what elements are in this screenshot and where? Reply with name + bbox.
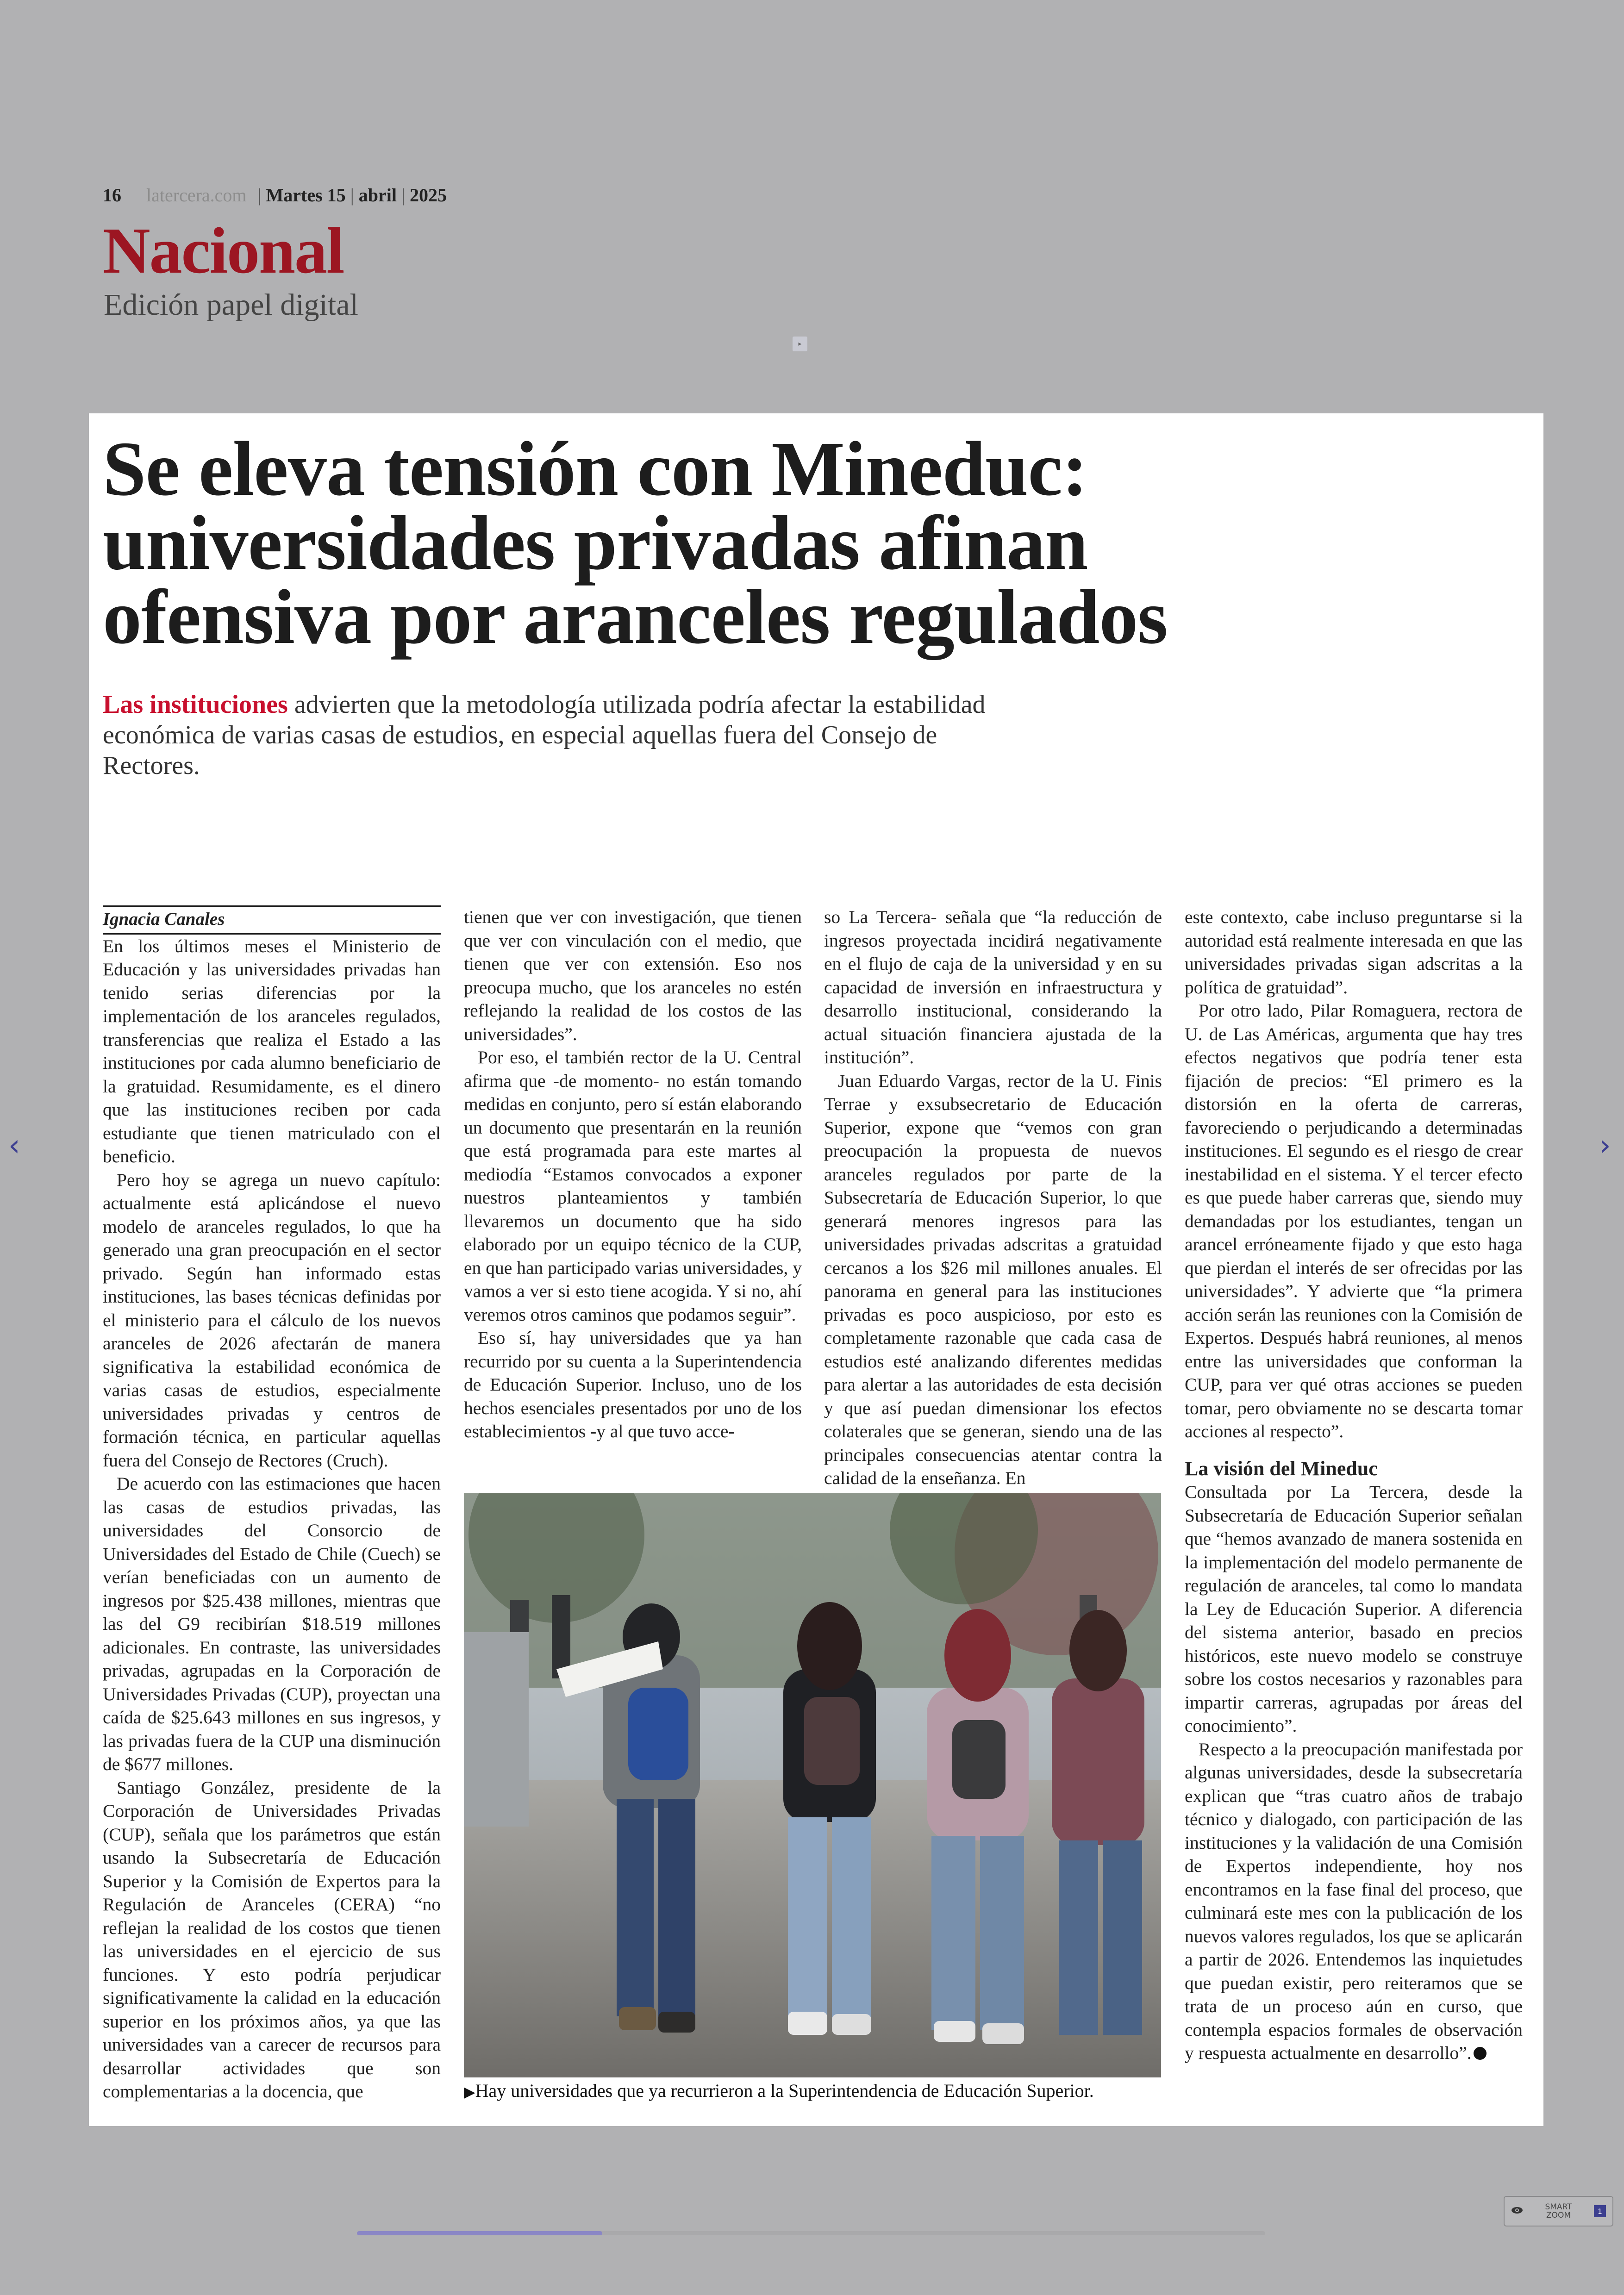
date-year: 2025	[409, 185, 447, 206]
paragraph: tienen que ver con investigación, que tienen que ver con vinculación con el medio, que tienen que ver con extensión. Eso nos preocupa mucho, que los aranceles no estén reflejando la realidad de los costos de las universidades”.	[464, 907, 802, 1044]
paragraph: De acuerdo con las estimaciones que hacen las casas de estudios privadas, las universidades del Consorcio de Universidades del Estado de Chile (Cuech) se verían beneficiadas con un aumento de ingresos por $25.438 millones, mientras que las del G9 recibirían $18.519 millones adicionales. En contraste, las universidades privadas, agrupadas en la Corporación de Universidades Privadas (CUP), proyectan una caída de $25.643 millones en sus ingresos, y las privadas fuera de la CUP una disminución de $677 millones.	[103, 1473, 441, 1774]
date-month: abril	[358, 185, 397, 206]
site-name[interactable]: latercera.com	[146, 185, 247, 206]
headline-line: Se eleva tensión con Mineduc:	[103, 426, 1087, 512]
subhead: La visión del Mineduc	[1185, 1457, 1378, 1480]
edition-label: Edición papel digital	[104, 288, 358, 322]
next-page-chevron-right-icon[interactable]: ›	[1599, 1129, 1611, 1163]
students-walking-illustration	[464, 1493, 1161, 2077]
column-4	[1185, 905, 1523, 2065]
caption-text: Hay universidades que ya recurrieron a la Superintendencia de Educación Superior.	[475, 2080, 1094, 2101]
headline-line: universidades privadas afinan	[103, 500, 1088, 586]
paragraph: este contexto, cabe incluso preguntarse si la autoridad está realmente interesada en que las universidades privadas sigan adscritas a la política de gratuidad”.	[1185, 907, 1523, 998]
prev-page-chevron-left-icon[interactable]: ‹	[8, 1129, 20, 1163]
page-progress-fill	[357, 2231, 602, 2235]
caption-arrow-icon: ▶	[464, 2083, 475, 2101]
section-title: Nacional	[103, 214, 344, 287]
smart-zoom-label-line: ZOOM	[1546, 2211, 1571, 2220]
page-number: 16	[103, 185, 121, 206]
eye-icon	[1511, 2206, 1523, 2217]
headline-line: ofensiva por aranceles regulados	[103, 574, 1168, 660]
page-count-badge[interactable]: 1	[1594, 2205, 1606, 2217]
paragraph: Eso sí, hay universidades que ya han recurrido por su cuenta a la Superintendencia de Educación Superior. Incluso, uno de los hechos esenciales presentados por uno de los establecimientos -y al que tuvo acce-	[464, 1328, 802, 1441]
separator: |	[257, 185, 262, 206]
deck	[103, 689, 1010, 781]
page-marker-icon[interactable]: ▸	[793, 337, 807, 351]
smart-zoom-label	[1545, 2203, 1572, 2220]
end-mark-icon	[1474, 2047, 1487, 2060]
photo-caption	[464, 2080, 1186, 2102]
column-3	[824, 905, 1162, 1490]
paragraph: Santiago González, presidente de la Corporación de Universidades Privadas (CUP), señala que los parámetros que están usando la Subsecretaría de Educación Superior y la Comisión de Expertos para la Regulación de Aranceles (CERA) “no reflejan la realidad de los costos que tienen las universidades en el ejercicio de sus funciones. Y esto podría perjudicar significativamente la calidad en la educación superior en los próximos años, ya que las universidades van a carecer de recursos para desarrollar actividades que son complementarias a la docencia, que	[103, 1777, 441, 2102]
separator: |	[401, 185, 405, 206]
byline: Ignacia Canales	[103, 905, 441, 935]
paragraph	[1185, 1738, 1523, 2065]
column-2	[464, 905, 802, 1443]
headline	[103, 426, 1519, 660]
page-progress-bar[interactable]	[357, 2231, 1265, 2235]
paragraph: so La Tercera- señala que “la reducción de ingresos proyectada incidirá negativamente en el flujo de caja de la universidad y en su capacidad de inversión en infraestructura y desarrollo institucional, considerando la actual situación financiera ajustada de la institución”.	[824, 907, 1162, 1067]
deck-text: advierten que la metodología utilizada podría afectar la estabilidad económica de varias casas de estudios, en especial aquellas fuera del Consejo de Rectores.	[103, 690, 986, 780]
page-meta	[103, 184, 447, 206]
paragraph: Por eso, el también rector de la U. Central afirma que -de momento- no están tomando medidas en conjunto, pero sí están elaborando un documento que presentarán en la reunión que está programada para este martes al mediodía “Estamos convocados a exponer nuestros planteamientos y también llevaremos un documento que ha sido elaborado por un equipo técnico de la CUP, en que han participado varias universidades, y vamos a ver si esto tiene acogida. Y si no, ahí veremos otros caminos que podamos seguir”.	[464, 1047, 802, 1325]
smart-zoom-button[interactable]	[1504, 2196, 1613, 2226]
article-photo	[464, 1493, 1161, 2077]
article-page	[89, 413, 1543, 2126]
paragraph-text: Respecto a la preocupación manifestada por algunas universidades, desde la subsecretaría explican que “tras cuatro años de trabajo técnico y dialogado, con participación de las instituciones y la validación de una Comisión de Expertos independiente, hoy nos encontramos en la fase final del proceso, que culminará este mes con la publicación de los nuevos valores regulados, los que se aplicarán a partir de 2026. Entendemos las inquietudes que puedan existir, pero reiteramos que se trata de un proceso aún en curso, que contempla espacios formales de observación y respuesta actualmente en desarrollo”.	[1185, 1739, 1523, 2063]
paragraph: Juan Eduardo Vargas, rector de la U. Finis Terrae y exsubsecretario de Educación Superior, expone que “vemos con gran preocupación la propuesta de nuevos aranceles regulados por parte de la Subsecretaría de Educación Superior, lo que generará menores ingresos para las universidades privadas adscritas a gratuidad cercanos a los $26 mil millones anuales. El panorama en general para las instituciones privadas es poco auspicioso, por esto es completamente razonable que cada casa de estudios esté analizando diferentes medidas para alertar a las autoridades de esta decisión y que así puedan dimensionar los efectos colaterales que se generan, siendo una de las principales consecuencias atentar contra la calidad de la enseñanza. En	[824, 1070, 1162, 1488]
date-day: Martes 15	[266, 185, 346, 206]
paragraph: Pero hoy se agrega un nuevo capítulo: actualmente está aplicándose el nuevo modelo de aranceles regulados, lo que ha generado una gran preocupación en el sector privado. Según han informado estas instituciones, las bases técnicas definidas por el ministerio para el cálculo de los nuevos aranceles de 2026 afectarán de manera significativa la estabilidad económica de varias casas de estudios, especialmente universidades privadas y centros de formación técnica, en particular aquellas fuera del Consejo de Rectores (Cruch).	[103, 1169, 441, 1471]
smart-zoom-label-line: SMART	[1545, 2202, 1572, 2212]
deck-kicker: Las instituciones	[103, 690, 288, 719]
paragraph: Consultada por La Tercera, desde la Subsecretaría de Educación Superior señalan que “hemos avanzado de manera sostenida en la implementación del modelo permanente de regulación de aranceles, tal como lo mandata la Ley de Educación Superior. A diferencia del sistema anterior, basado en precios históricos, este nuevo modelo se construye sobre los costos necesarios y razonables para impartir carreras, agrupadas por áreas del conocimiento”.	[1185, 1482, 1523, 1736]
separator: |	[350, 185, 354, 206]
paragraph: En los últimos meses el Ministerio de Educación y las universidades privadas han tenido serias diferencias por la implementación de los aranceles regulados, transferencias que realiza el Estado a las instituciones por cada alumno beneficiario de la gratuidad. Resumidamente, es el dinero que las instituciones reciben por cada estudiante que tienen matriculado con el beneficio.	[103, 935, 441, 1166]
paragraph: Por otro lado, Pilar Romaguera, rectora de U. de Las Américas, argumenta que hay tres efectos negativos que podría tener esta fijación de precios: “El primero es la distorsión en la oferta de carreras, favoreciendo o perjudicando a determinadas instituciones. El segundo es el riesgo de crear inestabilidad en el sistema. Y el tercer efecto es que puede haber carreras que, siendo muy demandadas por los estudiantes, tengan un arancel erróneamente fijado y que esto haga que pierdan el interés de ser ofrecidas por las universidades”. Y advierte que “la primera acción serán las reuniones con la Comisión de Expertos. Después habrá reuniones, al menos entre las universidades que conforman la CUP, para ver qué otras acciones se pueden tomar, pero obviamente no se descarta tomar acciones al respecto”.	[1185, 1000, 1523, 1441]
column-1	[103, 905, 441, 2103]
